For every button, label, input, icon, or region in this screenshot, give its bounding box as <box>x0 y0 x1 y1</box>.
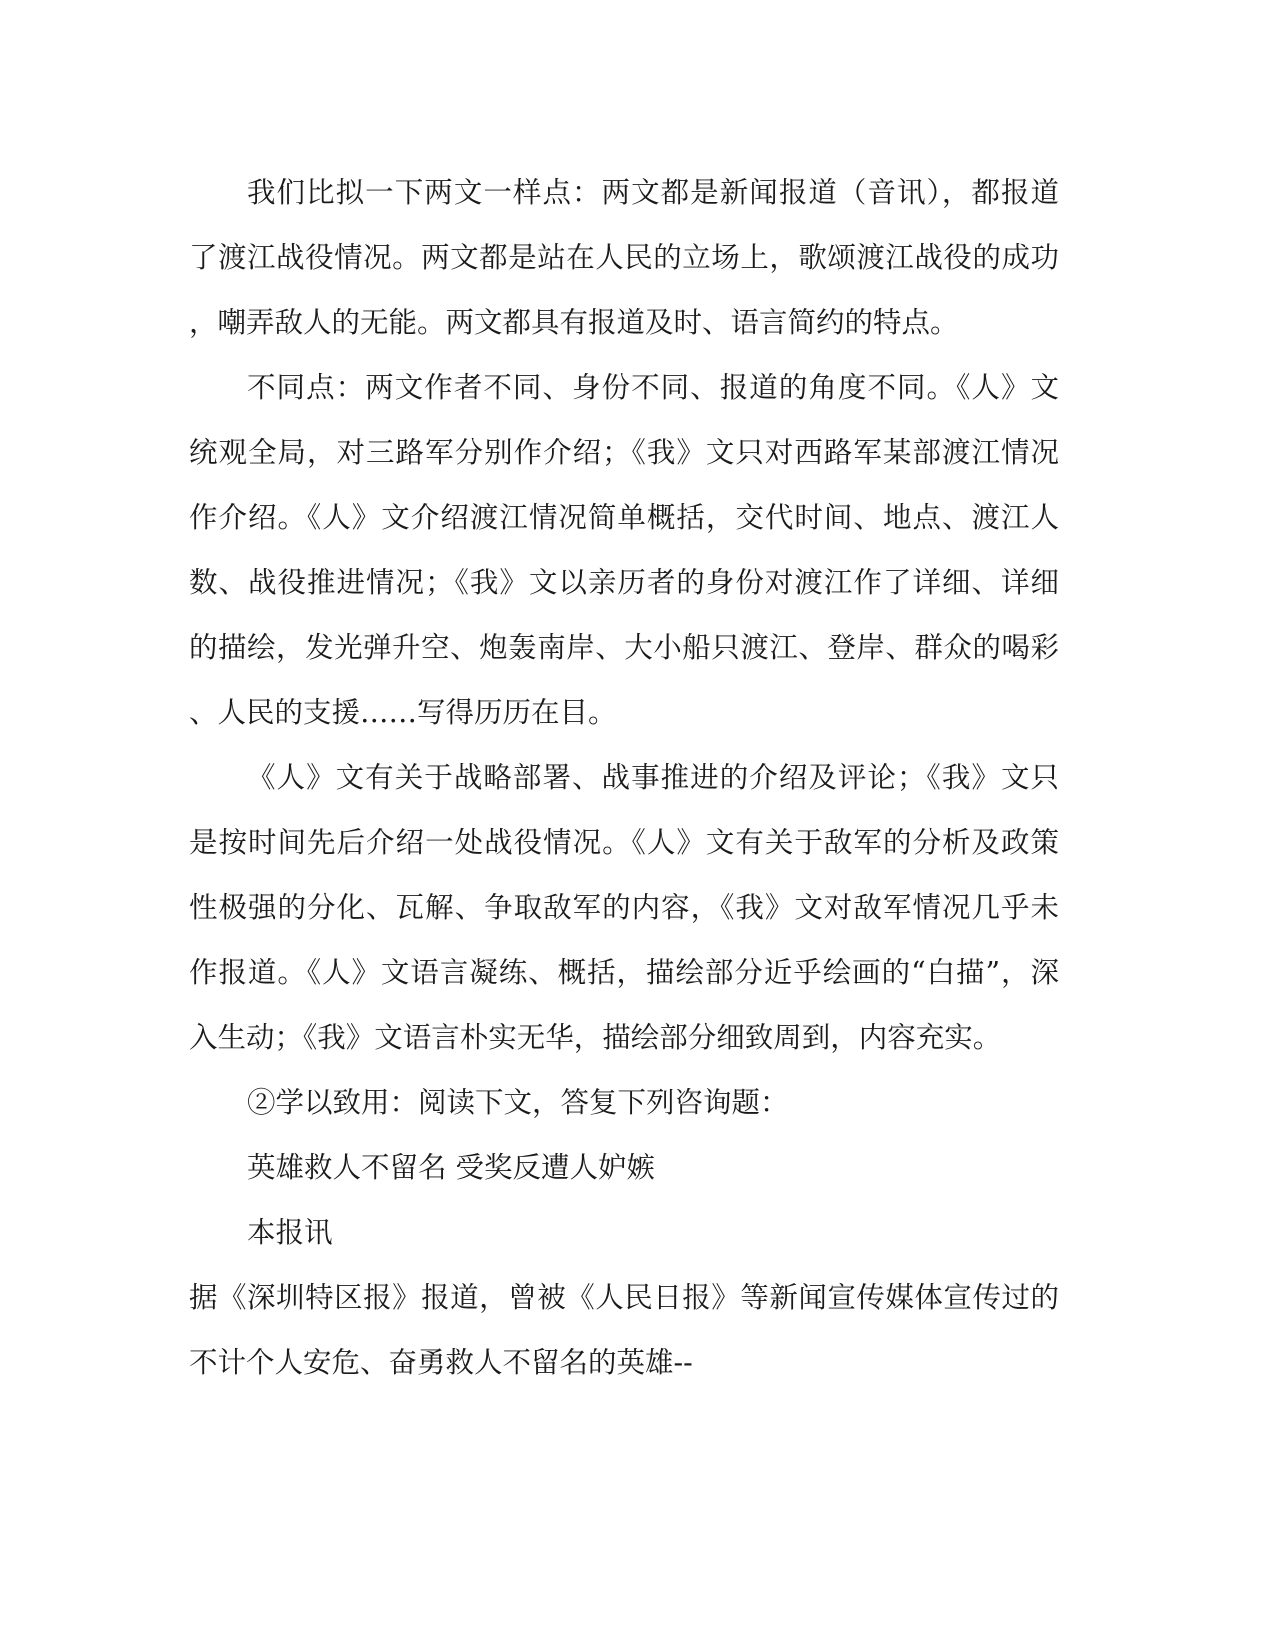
paragraph-line: 入生动；《我》文语言朴实无华，描绘部分细致周到，内容充实。 <box>189 1021 1002 1054</box>
paragraph-line: 《人》文有关于战略部署、战事推进的介绍及评论；《我》文只 <box>247 761 1059 794</box>
paragraph-line: 数、战役推进情况；《我》文以亲历者的身份对渡江作了详细、详细 <box>189 566 1059 599</box>
paragraph-line: 不同点：两文作者不同、身份不同、报道的角度不同。《人》文 <box>247 371 1059 404</box>
paragraph-line: 据《深圳特区报》报道，曾被《人民日报》等新闻宣传媒体宣传过的 <box>189 1281 1059 1314</box>
paragraph-line: 不计个人安危、奋勇救人不留名的英雄-- <box>189 1346 693 1379</box>
paragraph-line: 统观全局，对三路军分别作介绍；《我》文只对西路军某部渡江情况 <box>189 436 1059 469</box>
paragraph-line: 、人民的支援……写得历历在目。 <box>189 696 617 729</box>
paragraph-line: ，嘲弄敌人的无能。两文都具有报道及时、语言简约的特点。 <box>189 306 959 339</box>
paragraph-line: 性极强的分化、瓦解、争取敌军的内容，《我》文对敌军情况几乎未 <box>189 891 1059 924</box>
paragraph-line: 了渡江战役情况。两文都是站在人民的立场上，歌颂渡江战役的成功 <box>189 241 1059 274</box>
article-title: 英雄救人不留名 受奖反遭人妒嫉 <box>247 1151 656 1184</box>
paragraph-line: 我们比拟一下两文一样点：两文都是新闻报道（音讯），都报道 <box>247 176 1059 209</box>
paragraph-line: 作报道。《人》文语言凝练、概括，描绘部分近乎绘画的“白描”，深 <box>189 956 1059 989</box>
paragraph-line: 是按时间先后介绍一处战役情况。《人》文有关于敌军的分析及政策 <box>189 826 1059 859</box>
paragraph-line: 的描绘，发光弹升空、炮轰南岸、大小船只渡江、登岸、群众的喝彩 <box>189 631 1059 664</box>
article-byline: 本报讯 <box>247 1216 333 1249</box>
question-heading: ②学以致用：阅读下文，答复下列咨询题： <box>247 1086 789 1119</box>
paragraph-line: 作介绍。《人》文介绍渡江情况简单概括，交代时间、地点、渡江人 <box>189 501 1059 534</box>
document-body <box>189 160 1059 1395</box>
